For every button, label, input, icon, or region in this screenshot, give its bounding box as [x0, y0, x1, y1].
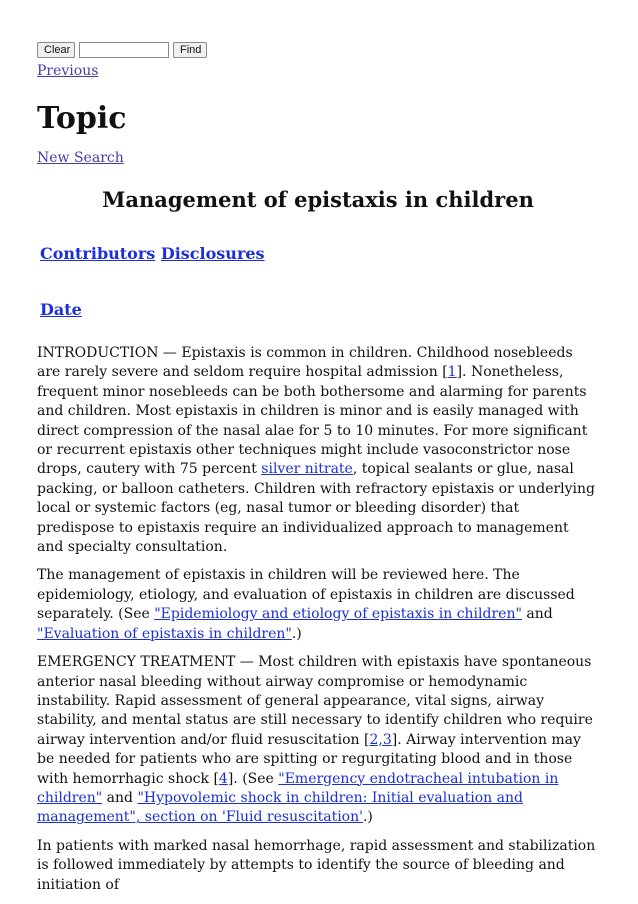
disclosures-link[interactable]: Disclosures [160, 244, 265, 263]
text-span: ]. (See [227, 770, 279, 787]
search-input[interactable] [79, 42, 169, 58]
previous-link[interactable]: Previous [37, 63, 99, 79]
text-span: .) [291, 625, 302, 642]
reference-link-2-3[interactable]: 2,3 [369, 731, 392, 748]
paragraph-emergency-treatment [37, 653, 599, 828]
article-title: Management of epistaxis in children [102, 187, 534, 212]
contributors-row [37, 244, 599, 264]
date-row [37, 300, 599, 320]
contributors-link[interactable]: Contributors [40, 244, 156, 263]
find-toolbar [37, 40, 599, 60]
text-span: ]. Nonetheless, frequent minor nosebleeds can be both bothersome and alarming for parents and children. Most epistaxis in children is minor and is easily managed with direct compression of the nasal alae for 5 to 10 minutes. For more significant or recurrent epistaxis other techniques might include vasoconstrictor nose drops, cautery with 75 percent [37, 364, 588, 478]
find-button[interactable]: Find [173, 42, 207, 58]
text-span: , topical sealants or glue, nasal packing, or balloon catheters. Children with refractory epistaxis or underlying local or systemic factors (eg, nasal tumor or bleeding disorder) that predispose to epistaxis require an individualized approach to management and specialty consultation. [37, 461, 596, 556]
hypovolemic-shock-topic-link[interactable]: "Hypovolemic shock in children: Initial evaluation and management", section on 'Fluid resuscitation' [37, 789, 523, 826]
paragraph-stabilization [37, 837, 599, 895]
page-heading: Topic [37, 101, 127, 136]
text-span: EMERGENCY TREATMENT — Most children with epistaxis have spontaneous anterior nasal bleeding without airway compromise or hemodynamic instability. Rapid assessment of general appearance, vital signs, airway stability, and mental status are still necessary to identify children who require airway intervention and/or fluid resuscitation [ [37, 654, 593, 748]
text-span: and [521, 606, 553, 623]
evaluation-topic-link[interactable]: "Evaluation of epistaxis in children" [37, 625, 292, 642]
text-span: INTRODUCTION — Epistaxis is common in children. Childhood nosebleeds are rarely severe and seldom require hospital admission [ [37, 345, 573, 381]
text-span: ]. Airway intervention may be needed for patients who are spitting or regurgitating blood and in those with hemorrhagic shock [ [37, 731, 581, 787]
reference-link-4[interactable]: 4 [218, 770, 228, 787]
reference-link-1[interactable]: 1 [447, 364, 457, 381]
document-page [37, 40, 599, 904]
date-link[interactable]: Date [40, 300, 82, 319]
new-search-link[interactable]: New Search [37, 150, 124, 166]
paragraph-introduction [37, 344, 599, 557]
text-span: The management of epistaxis in children will be reviewed here. The epidemiology, etiology, and evaluation of epistaxis in children are discussed separately. (See [37, 567, 575, 623]
silver-nitrate-link[interactable]: silver nitrate [261, 461, 353, 478]
clear-button[interactable]: Clear [37, 42, 75, 58]
article-body [37, 344, 599, 895]
intubation-topic-link[interactable]: "Emergency endotracheal intubation in children" [37, 770, 559, 806]
epidemiology-topic-link[interactable]: "Epidemiology and etiology of epistaxis in children" [154, 606, 522, 623]
paragraph-scope [37, 566, 599, 644]
text-span: and [102, 789, 138, 806]
text-span: In patients with marked nasal hemorrhage, rapid assessment and stabilization is followed immediately by attempts to identify the source of bleeding and initiation of [37, 837, 596, 893]
text-span: .) [362, 809, 373, 826]
